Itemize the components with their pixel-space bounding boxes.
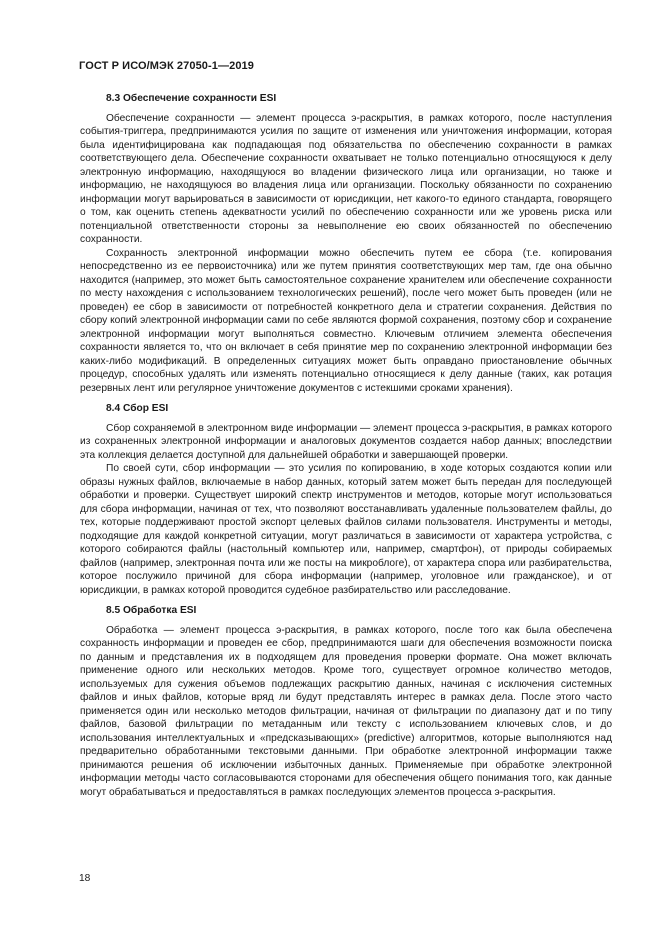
paragraph: Сбор сохраняемой в электронном виде информации — элемент процесса э-раскрытия, в рамках которого из сохраненных электронной информации и аналоговых документов создается набор данных; впоследствии эта коллекция делается доступной для дальнейшей обработки и завершающей проверки.	[80, 422, 612, 461]
paragraph: Сохранность электронной информации можно обеспечить путем ее сбора (т.е. копирования непосредственно из ее первоисточника) или же путем принятия соответствующих мер там, где она обычно находится (например, это может быть самостоятельное сохранение хранителем или обеспечение сохранности по месту нахождения с использованием технологических решений), после чего может быть проведен (или не проведен) ее сбор в зависимости от потребностей конкретного дела и стратегии сохранения. Действия по сбору копий электронной информации сами по себе являются формой сохранения, поэтому сбор и сохранение электронной информации могут выполняться совместно. Ключевым отличием элемента обеспечения сохранности является то, что он включает в себя принятие мер по сохранению электронной информации без каких-либо модификаций. В определенных ситуациях может быть оправдано приостановление обычных процедур, способных удалять или изменять потенциально относящиеся к делу данные (таких, как ротация резервных лент или регулярное уничтожение документов с истекшими сроками хранения).	[80, 247, 612, 394]
document-body	[80, 92, 612, 806]
paragraph: Обработка — элемент процесса э-раскрытия, в рамках которого, после того как была обеспечена сохранность информации и проведен ее сбор, предпринимаются шаги для обеспечения возможности поиска по данным и представления их в подходящем для проведения проверки формате. Она может включать применение одного или нескольких методов. Кроме того, существует огромное количество методов, используемых для сужения объемов подлежащих раскрытию данных, начиная с исключения системных файлов и иных файлов, которые вряд ли будут представлять интерес в рамках дела. После этого часто применяется один или несколько методов фильтрации, начиная от фильтрации по диапазону дат и по типу файлов, базовой фильтрации по метаданным или тексту с использованием ключевых слов, и до использования интеллектуальных и «предсказывающих» (predictive) алгоритмов, которые выполняются над предварительно обработанными текстовыми данными. При обработке электронной информации также принимаются решения об исключении избыточных данных. Применяемые при обработке электронной информации методы часто согласовываются сторонами для обеспечения общего понимания того, как данные могут обрабатываться и предоставляться в рамках последующих элементов процесса э-раскрытия.	[80, 624, 612, 798]
section-heading: 8.5 Обработка ESI	[106, 605, 197, 616]
section-heading: 8.4 Сбор ESI	[106, 403, 169, 414]
section-8-3	[80, 92, 612, 395]
standard-header: ГОСТ Р ИСО/МЭК 27050-1—2019	[79, 60, 254, 72]
section-heading: 8.3 Обеспечение сохранности ESI	[106, 93, 277, 104]
section-8-4	[80, 402, 612, 597]
paragraph: По своей сути, сбор информации — это усилия по копированию, в ходе которых создаются копии или образы нужных файлов, включаемые в набор данных, который затем может быть передан для последующей обработки и проверки. Существует широкий спектр инструментов и методов, которые могут использоваться для сбора информации, начиная от тех, что позволяют восстанавливать удаленные пользователем файлы, до тех, которые поддерживают простой экспорт целевых файлов силами пользователя. Инструменты и методы, подходящие для каждой конкретной ситуации, могут различаться в зависимости от характера устройства, с которого собираются файлы (настольный компьютер или, например, смартфон), от природы собираемых файлов (например, электронная почта или же посты на микроблоге), от характера спора или разбирательства, которое послужило причиной для сбора информации (например, уголовное или гражданское), и от юрисдикции, в рамках которой проводится судебное разбирательство или расследование.	[80, 463, 612, 596]
paragraph: Обеспечение сохранности — элемент процесса э-раскрытия, в рамках которого, после наступления события-триггера, предпринимаются усилия по защите от изменения или уничтожения информации, которая была идентифицирована как подпадающая под обязательства по обеспечению сохранности в рамках соответствующего дела. Обеспечение сохранности охватывает не только потенциально относящуюся к делу электронную информацию, находящуюся во владении физического лица или организации, но также и информацию, не находящуюся во владения лица или организации. Поскольку обязанности по сохранению информации могут варьироваться в зависимости от юрисдикции, нет какого-то единого стандарта, говорящего о том, как оценить степень адекватности усилий по обеспечению сохранности или же уровень риска или потенциальной ответственности стороны за невыполнение ею своих обязанностей по обеспечению сохранности.	[80, 112, 612, 245]
section-8-5	[80, 604, 612, 799]
page-number: 18	[79, 873, 91, 884]
